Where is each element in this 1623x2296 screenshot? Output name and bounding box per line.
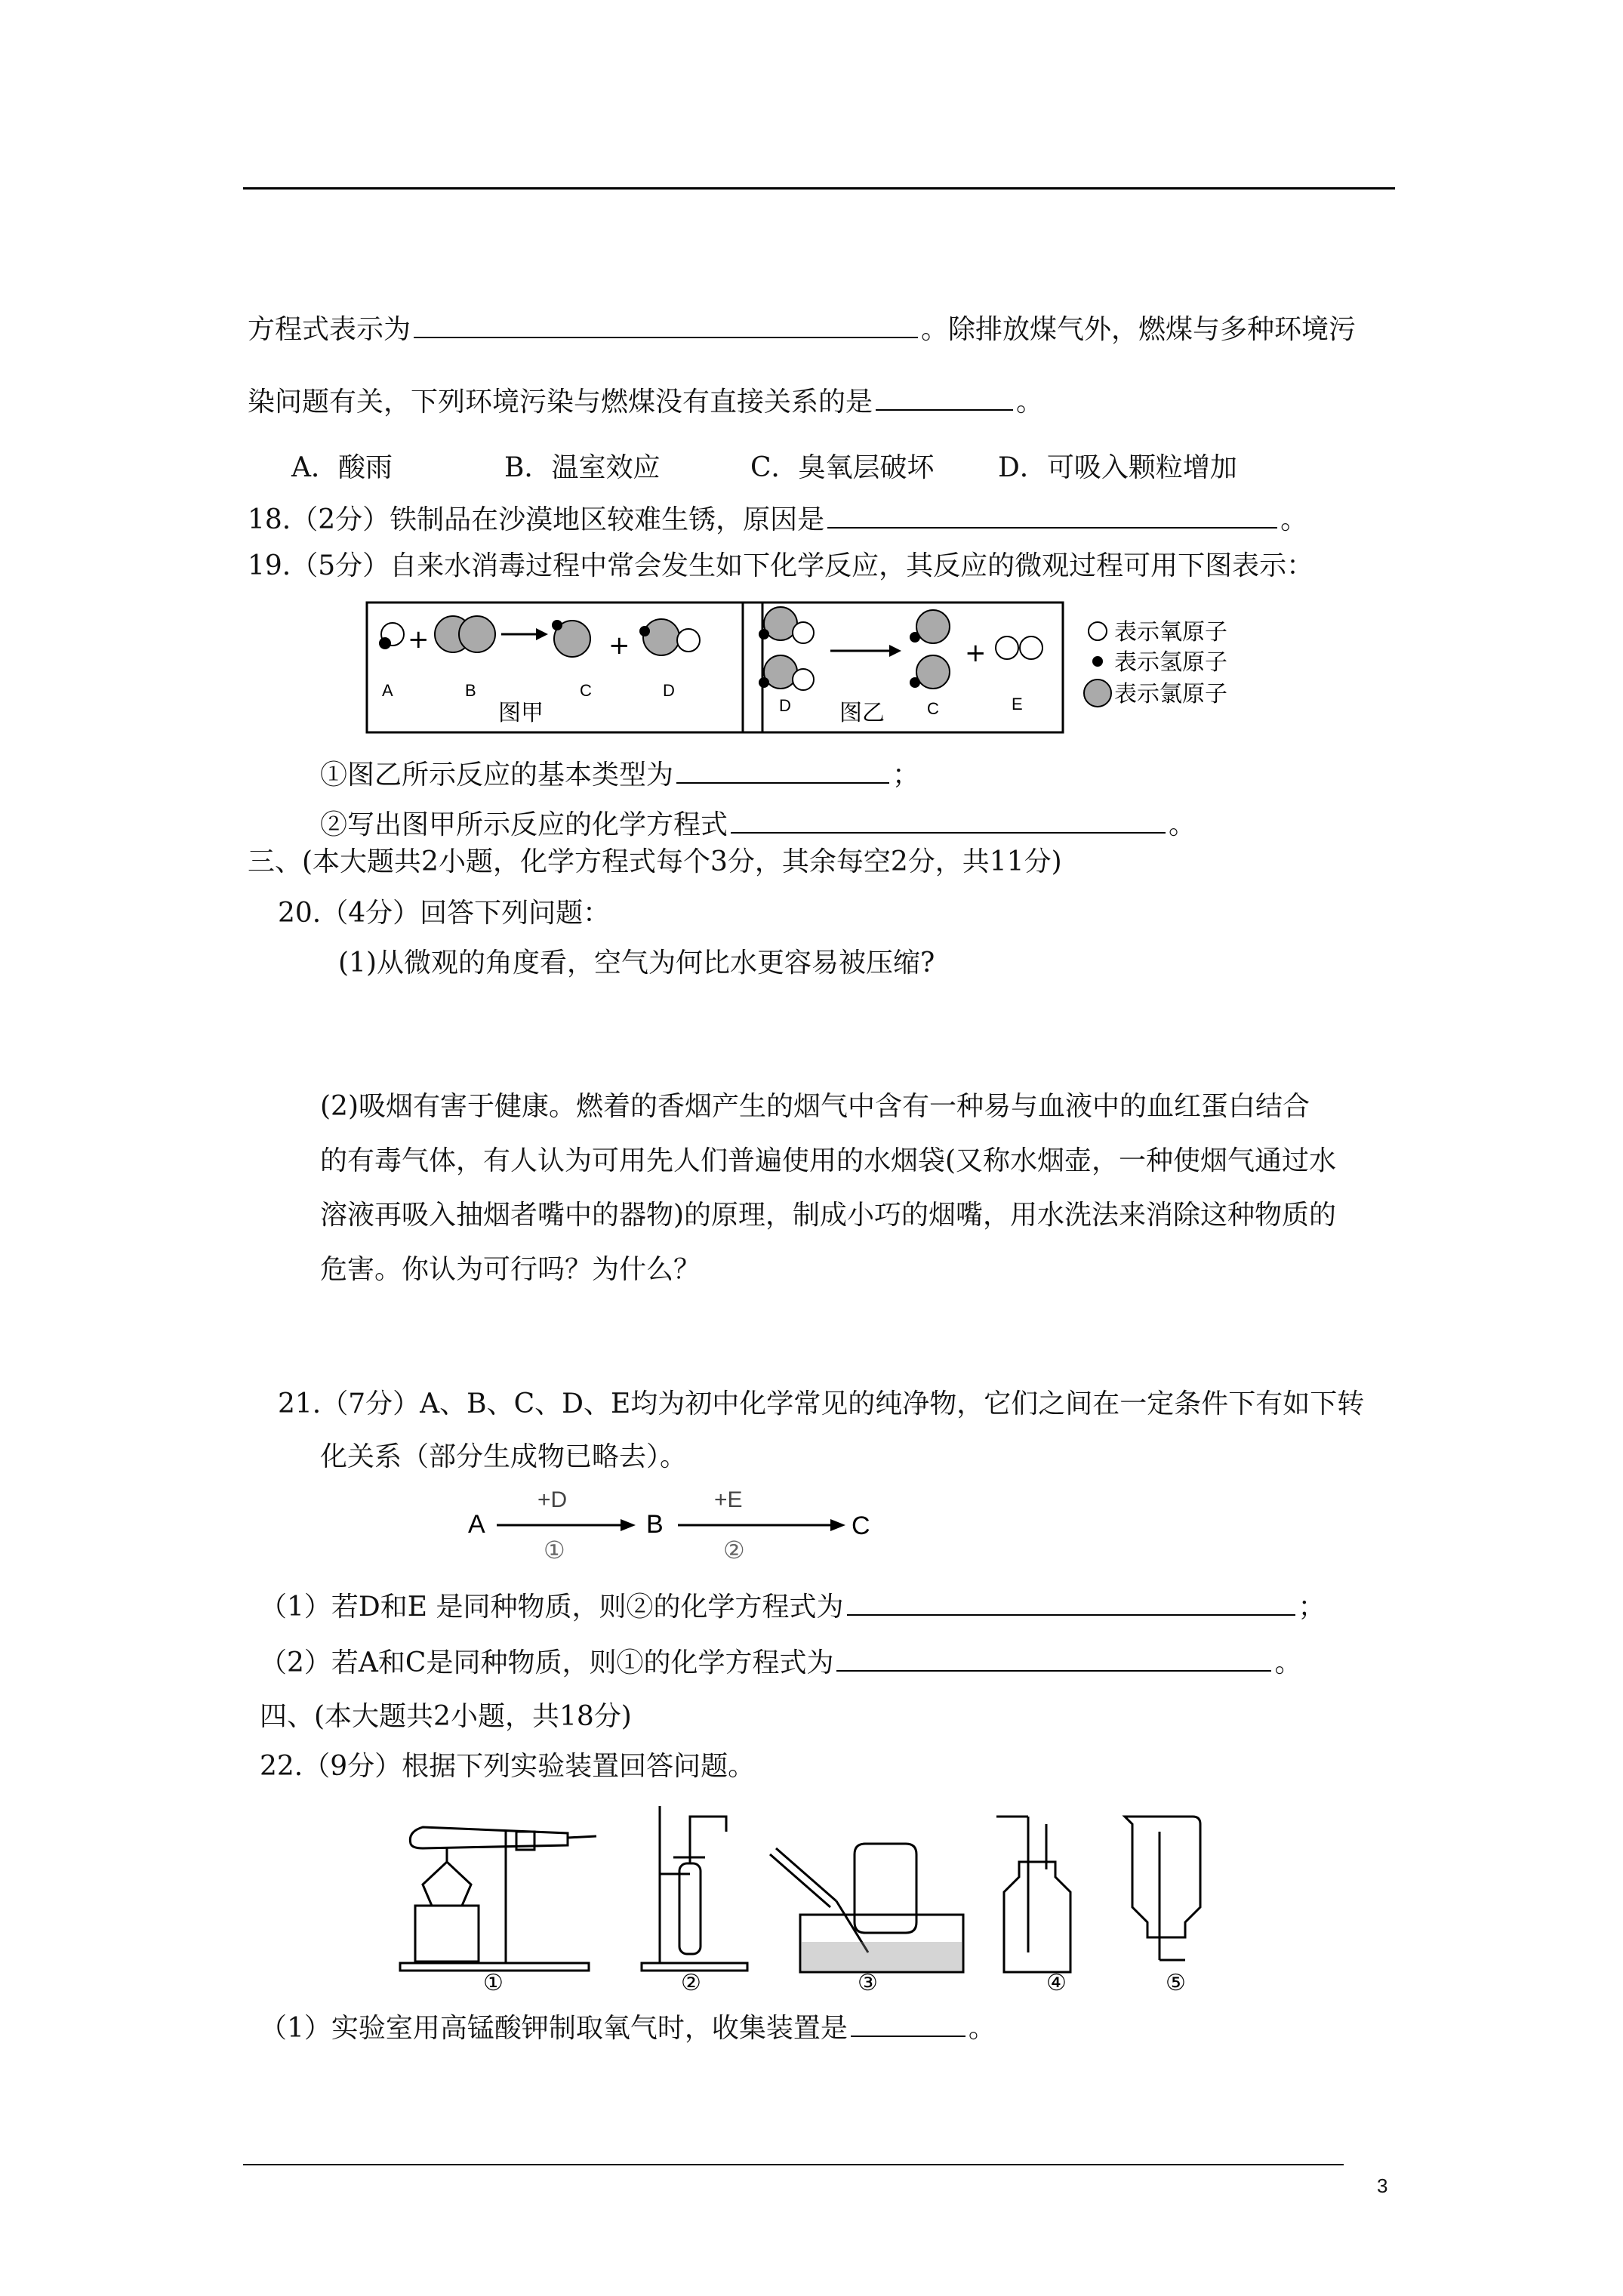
- apparatus-5-label: ⑤: [1166, 1970, 1186, 1992]
- q17-line1: 方程式表示为 。除排放煤气外，燃煤与多种环境污: [248, 311, 1356, 347]
- q21-sub1: （1）若D和E 是同种物质，则②的化学方程式为 ；: [260, 1589, 1326, 1624]
- label-a: A: [382, 681, 393, 700]
- q22-sub1: （1）实验室用高锰酸钾制取氧气时，收集装置是 。: [260, 2010, 996, 2045]
- q17-line2: 染问题有关，下列环境污染与燃煤没有直接关系的是 。: [248, 384, 1043, 419]
- q19-stem: 19.（5分）自来水消毒过程中常会发生如下化学反应，其反应的微观过程可用下图表示：: [248, 550, 1314, 581]
- reaction-scheme: [465, 1484, 888, 1563]
- scheme-a: A: [468, 1510, 485, 1539]
- header-rule: [243, 187, 1395, 190]
- figure-yi: [741, 601, 1064, 734]
- apparatus-2-label: ②: [681, 1970, 701, 1992]
- scheme-step2-reagent: +E: [714, 1487, 743, 1512]
- section-3-heading: 三、(本大题共2小题，化学方程式每个3分，其余每空2分，共11分): [248, 846, 1062, 877]
- scheme-step1-reagent: +D: [537, 1487, 568, 1512]
- q17-option-c: C．臭氧层破坏: [750, 452, 935, 483]
- q17-option-a: A．酸雨: [291, 452, 393, 483]
- scheme-step2-number: ②: [723, 1536, 745, 1563]
- atom-legend: [1081, 615, 1285, 713]
- label-e: E: [1012, 695, 1023, 713]
- answer-blank[interactable]: [851, 2010, 965, 2037]
- scheme-c: C: [852, 1512, 870, 1540]
- page-number: 3: [1377, 2174, 1388, 2197]
- q21-sub2: （2）若A和C是同种物质，则①的化学方程式为 。: [260, 1644, 1301, 1680]
- answer-blank[interactable]: [876, 384, 1013, 411]
- figure-jia: [365, 601, 764, 734]
- q20-part2-line3: 溶液再吸入抽烟者嘴中的器物)的原理，制成小巧的烟嘴，用水洗法来消除这种物质的: [320, 1200, 1337, 1231]
- label-d: D: [663, 681, 675, 700]
- q17-option-b: B．温室效应: [504, 452, 661, 483]
- scheme-step1-number: ①: [544, 1536, 565, 1563]
- apparatus-figure: [393, 1801, 1230, 1992]
- apparatus-4-label: ④: [1046, 1970, 1067, 1992]
- caption-yi: 图乙: [839, 700, 885, 726]
- apparatus-3-label: ③: [858, 1970, 878, 1992]
- label-c2: C: [927, 699, 939, 718]
- q21-line1: 21.（7分）A、B、C、D、E均为初中化学常见的纯净物，它们之间在一定条件下有如下转: [278, 1388, 1365, 1419]
- svg-text:+: +: [965, 638, 987, 668]
- answer-blank[interactable]: [827, 501, 1277, 529]
- answer-blank[interactable]: [847, 1589, 1295, 1616]
- q17-option-d: D．可吸入颗粒增加: [998, 452, 1237, 483]
- answer-blank[interactable]: [836, 1644, 1271, 1672]
- svg-text:+: +: [408, 624, 430, 655]
- apparatus-1-label: ①: [483, 1970, 504, 1992]
- q21-line2: 化关系（部分生成物已略去）。: [320, 1441, 688, 1472]
- q20-title: 20.（4分）回答下列问题：: [278, 898, 611, 929]
- q18: 18.（2分）铁制品在沙漠地区较难生锈，原因是 。: [248, 501, 1307, 537]
- legend-chlorine: 表示氯原子: [1114, 681, 1227, 707]
- q19-sub1: ①图乙所示反应的基本类型为 ；: [320, 757, 919, 792]
- label-d2: D: [779, 696, 791, 715]
- label-c: C: [580, 681, 592, 700]
- q20-part1: (1)从微观的角度看，空气为何比水更容易被压缩?: [338, 948, 935, 978]
- legend-oxygen: 表示氧原子: [1114, 619, 1227, 646]
- label-b: B: [465, 681, 476, 700]
- q20-part2-line2: 的有毒气体，有人认为可用先人们普遍使用的水烟袋(又称水烟壶，一种使烟气通过水: [320, 1145, 1337, 1176]
- svg-text:+: +: [608, 630, 630, 661]
- caption-jia: 图甲: [498, 700, 544, 726]
- answer-blank[interactable]: [676, 757, 889, 784]
- scheme-b: B: [646, 1510, 664, 1539]
- answer-blank[interactable]: [414, 311, 918, 338]
- q20-part2-line1: (2)吸烟有害于健康。燃着的香烟产生的烟气中含有一种易与血液中的血红蛋白结合: [320, 1091, 1310, 1122]
- answer-blank[interactable]: [731, 806, 1166, 834]
- section-4-heading: 四、(本大题共2小题，共18分): [260, 1701, 632, 1732]
- footer-rule: [243, 2164, 1344, 2165]
- q22-title: 22.（9分）根据下列实验装置回答问题。: [260, 1751, 756, 1782]
- q20-part2-line4: 危害。你认为可行吗？为什么？: [320, 1254, 701, 1285]
- legend-hydrogen: 表示氢原子: [1114, 649, 1227, 676]
- q19-sub2: ②写出图甲所示反应的化学方程式 。: [320, 806, 1196, 842]
